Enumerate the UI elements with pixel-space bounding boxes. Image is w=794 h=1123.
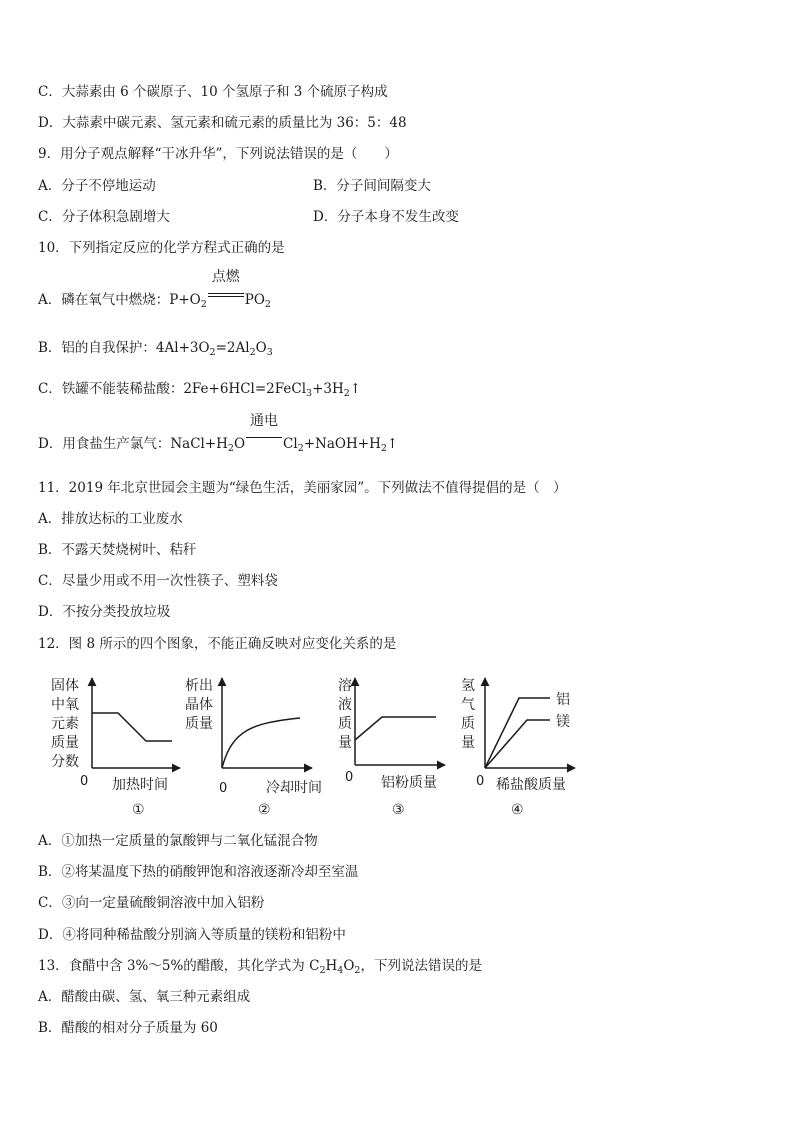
graph-1-origin: 0: [80, 774, 89, 789]
graph-4: [461, 678, 575, 818]
acetic-acid-formula: $C_2H_4O_2$: [309, 958, 361, 976]
q12-option-d: D．④将同种稀盐酸分别滴入等质量的镁粉和铝粉中: [38, 927, 346, 943]
equation-c: $2Fe+6HCl=2FeCl_3+3H_2↑$: [183, 381, 362, 399]
graph-4-ylabel-line: 气: [461, 697, 475, 713]
graph-4-xlabel: 稀盐酸质量: [496, 777, 566, 793]
reaction-condition: 通电: [250, 413, 279, 429]
graph-1: [51, 677, 180, 818]
graph-1-xlabel: 加热时间: [112, 777, 168, 793]
graph-1-curve: [92, 713, 172, 741]
q10-b-prefix: B．铝的自我保护：: [38, 340, 156, 356]
q11-option-c: C．尽量少用或不用一次性筷子、塑料袋: [38, 573, 278, 589]
q13-option-b: B．醋酸的相对分子质量为 60: [38, 1020, 218, 1036]
graph-4-number: ④: [511, 802, 524, 818]
reaction-condition: 点燃: [211, 269, 240, 285]
q12-option-a: A．①加热一定质量的氯酸钾与二氧化锰混合物: [38, 833, 318, 849]
q9-stem: 9．用分子观点解释“干冰升华”，下列说法错误的是（ ）: [38, 146, 398, 162]
q10-option-b: [38, 339, 273, 357]
graph-2-ylabel-line: 晶体: [185, 697, 213, 713]
graph-1-number: ①: [132, 802, 145, 818]
q13-option-a: A．醋酸由碳、氢、氧三种元素组成: [38, 989, 251, 1005]
q13-stem-post: ，下列说法错误的是: [360, 958, 482, 974]
q13-stem-pre: 13．食醋中含 3%～5%的醋酸，其化学式为: [38, 958, 310, 974]
graph-4-curve-mg: [485, 720, 550, 768]
q12-figure: [0, 668, 794, 828]
q13-stem: [38, 957, 482, 975]
graph-4-label-al: 铝: [556, 692, 570, 708]
graph-3-ylabel-line: 量: [338, 735, 352, 751]
graph-4-ylabel-line: 氢: [461, 678, 475, 694]
q9-option-d: D．分子本身不发生改变: [313, 209, 459, 225]
graph-3-ylabel-line: 溶: [338, 678, 352, 694]
equation-d: $NaCl+H_2O$ 通电 $Cl_2+NaOH+H_2↑$: [170, 413, 399, 454]
graph-3-number: ③: [392, 802, 405, 818]
equation-b: $4Al+3O_2=2Al_2O_3$: [155, 340, 273, 358]
q10-d-prefix: D．用食盐生产氯气：: [38, 436, 171, 452]
q11-option-a: A．排放达标的工业废水: [38, 511, 183, 527]
graph-4-ylabel-line: 量: [461, 735, 475, 751]
graph-2-curve: [222, 718, 300, 768]
q8-option-d: D．大蒜素中碳元素、氢元素和硫元素的质量比为 36：5：48: [38, 115, 407, 131]
q11-option-d: D．不按分类投放垃圾: [38, 604, 171, 620]
graph-4-ylabel-line: 质: [461, 716, 475, 732]
graph-2-number: ②: [258, 802, 271, 818]
graph-4-origin: 0: [476, 774, 485, 789]
graph-1-ylabel-line: 质量: [51, 735, 79, 751]
graph-1-ylabel-line: 中氧: [51, 697, 79, 713]
q10-a-prefix: A．磷在氧气中燃烧：: [38, 292, 170, 308]
q10-option-d: [38, 413, 399, 454]
q10-stem: 10．下列指定反应的化学方程式正确的是: [38, 240, 285, 256]
q9-option-a: A．分子不停地运动: [38, 178, 156, 194]
q11-stem: 11．2019 年北京世园会主题为“绿色生活，美丽家园”。下列做法不值得提倡的是（ ）: [38, 480, 567, 496]
q9-option-c: C．分子体积急剧增大: [38, 209, 170, 225]
q11-option-b: B．不露天焚烧树叶、秸秆: [38, 542, 197, 558]
graph-2-ylabel-line: 析出: [185, 678, 213, 694]
graph-4-label-mg: 镁: [556, 714, 570, 730]
q12-option-b: B．②将某温度下热的硝酸钾饱和溶液逐渐冷却至室温: [38, 864, 359, 880]
q12-option-c: C．③向一定量硫酸铜溶液中加入铝粉: [38, 895, 265, 911]
graph-1-ylabel-line: 分数: [51, 754, 79, 770]
graph-3-origin: 0: [345, 770, 354, 785]
q10-option-a: [38, 269, 271, 310]
equation-a: $P+O_2$ 点燃 $PO_2$: [169, 269, 271, 310]
graph-3-xlabel: 铝粉质量: [381, 775, 437, 791]
q12-stem: 12．图 8 所示的四个图象，不能正确反映对应变化关系的是: [38, 636, 397, 652]
q10-option-c: [38, 380, 361, 398]
graph-2-xlabel: 冷却时间: [266, 780, 322, 796]
graph-3-ylabel-line: 质: [338, 716, 352, 732]
graph-2: [185, 677, 322, 818]
graph-2-origin: 0: [219, 781, 228, 796]
graph-3: [338, 677, 445, 818]
graph-3-ylabel-line: 液: [338, 697, 352, 713]
graph-3-curve: [355, 717, 436, 740]
graph-1-ylabel-line: 元素: [51, 716, 79, 732]
graph-2-ylabel-line: 质量: [185, 716, 213, 732]
q9-option-b: B．分子间间隔变大: [313, 178, 431, 194]
q10-c-prefix: C．铁罐不能装稀盐酸：: [38, 381, 184, 397]
graph-1-ylabel-line: 固体: [51, 678, 79, 694]
q8-option-c: C．大蒜素由 6 个碳原子、10 个氢原子和 3 个硫原子构成: [38, 84, 388, 100]
